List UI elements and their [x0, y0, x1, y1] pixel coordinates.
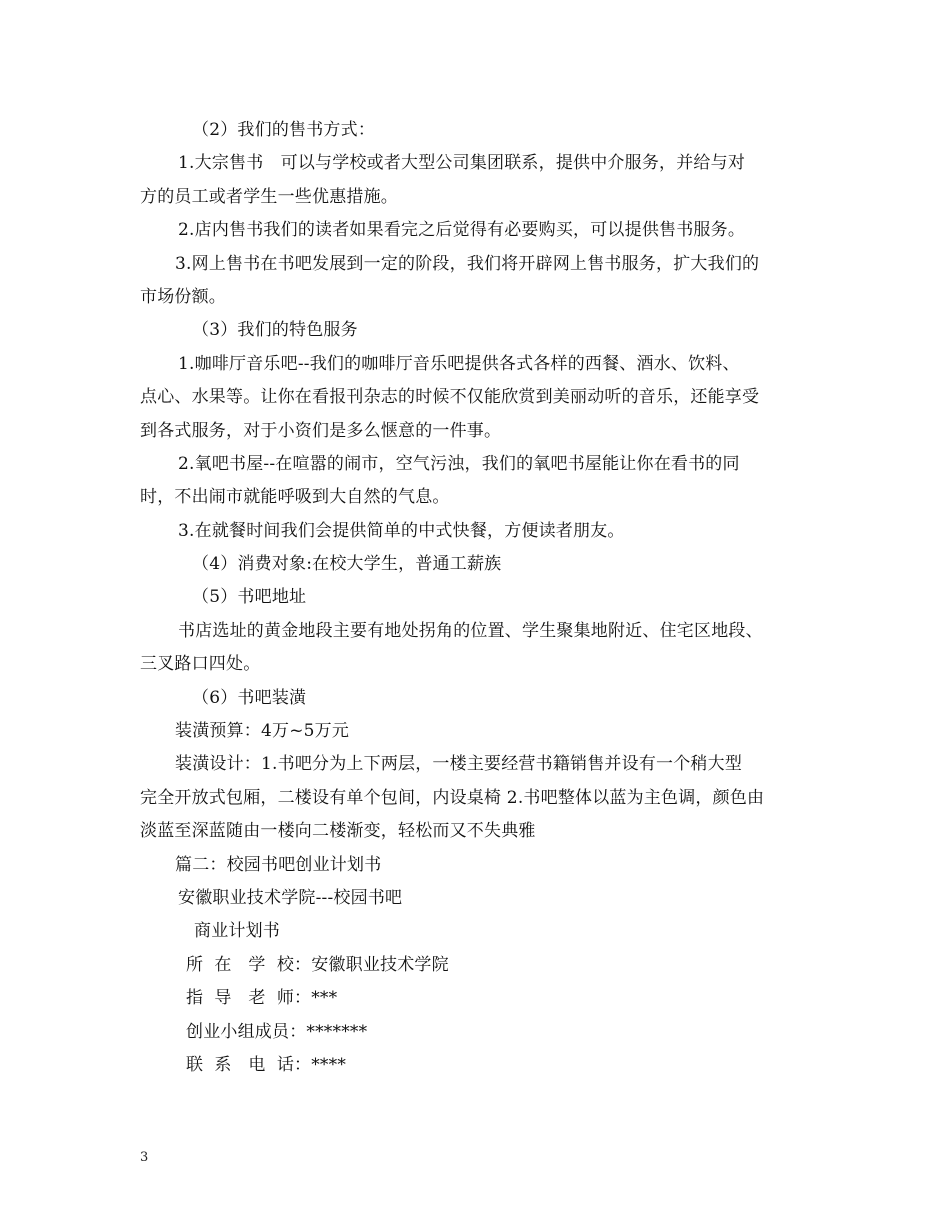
section-heading-decoration: （6）书吧装潢 [192, 687, 307, 708]
page-number: 3 [140, 1150, 149, 1165]
paragraph-line: 淡蓝至深蓝随由一楼向二楼渐变，轻松而又不失典雅 [140, 821, 536, 842]
paragraph-line: 方的员工或者学生一些优惠措施。 [140, 186, 398, 207]
paragraph-line: 1.大宗售书 可以与学校或者大型公司集团联系，提供中介服务，并给与对 [178, 153, 746, 174]
paragraph-line: 2.氧吧书屋--在喧嚣的闹市，空气污浊，我们的氧吧书屋能让你在看书的同 [178, 453, 740, 474]
paragraph-line: 时，不出闹市就能呼吸到大自然的气息。 [140, 487, 450, 508]
section-heading-special-services: （3）我们的特色服务 [192, 320, 358, 341]
paragraph-line: 3.网上售书在书吧发展到一定的阶段，我们将开辟网上售书服务，扩大我们的 [175, 253, 760, 274]
paragraph-line: 市场份额。 [140, 286, 226, 307]
section-heading-consumers: （4）消费对象:在校大学生，普通工薪族 [192, 554, 502, 575]
info-phone: 联 系 电 话：**** [186, 1054, 347, 1075]
paragraph-line: 1.咖啡厅音乐吧--我们的咖啡厅音乐吧提供各式各样的西餐、酒水、饮料、 [178, 353, 740, 374]
info-team-members: 创业小组成员：******* [186, 1021, 368, 1042]
chapter-heading: 篇二：校园书吧创业计划书 [175, 854, 382, 875]
info-advisor: 指 导 老 师：*** [186, 988, 338, 1009]
section-heading-sales-methods: （2）我们的售书方式： [192, 120, 376, 140]
paragraph-line: 书店选址的黄金地段主要有地处拐角的位置、学生聚集地附近、住宅区地段、 [178, 620, 763, 641]
plan-title: 商业计划书 [194, 921, 280, 942]
paragraph-line: 2.店内售书我们的读者如果看完之后觉得有必要购买，可以提供售书服务。 [178, 220, 746, 241]
paragraph-line: 3.在就餐时间我们会提供简单的中式快餐，方便读者朋友。 [178, 520, 625, 541]
paragraph-line: 三叉路口四处。 [140, 654, 261, 675]
paragraph-line: 点心、水果等。让你在看报刊杂志的时候不仅能欣赏到美丽动听的音乐，还能享受 [140, 387, 760, 408]
paragraph-line: 装潢预算：4万~5万元 [175, 721, 350, 742]
section-heading-address: （5）书吧地址 [192, 587, 307, 608]
paragraph-line: 到各式服务，对于小资们是多么惬意的一件事。 [140, 420, 502, 441]
document-body [140, 114, 820, 1082]
paragraph-line: 装潢设计：1.书吧分为上下两层，一楼主要经营书籍销售并设有一个稍大型 [175, 754, 743, 775]
info-school: 所 在 学 校：安徽职业技术学院 [186, 954, 449, 975]
plan-school-title: 安徽职业技术学院---校园书吧 [178, 887, 403, 908]
paragraph-line: 完全开放式包厢，二楼设有单个包间，内设桌椅 2.书吧整体以蓝为主色调，颜色由 [140, 787, 765, 808]
